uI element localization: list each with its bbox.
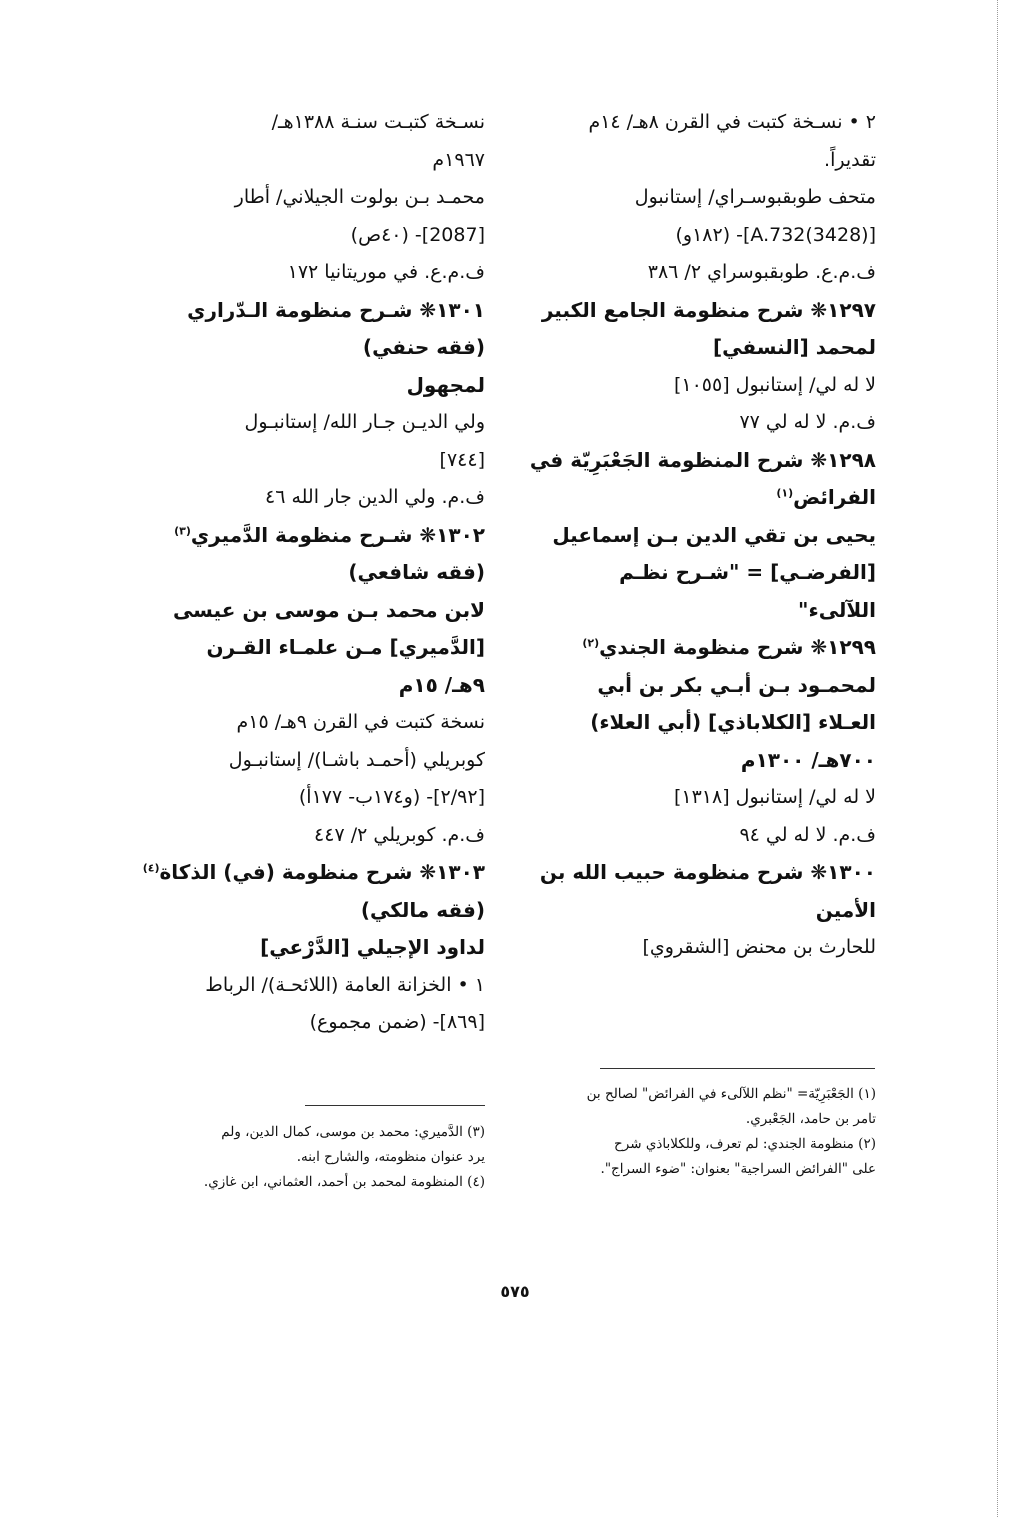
text-line: ف.م. ولي الدين جار الله ٤٦ <box>264 486 485 508</box>
footnote-line: (٢) منظومة الجندي: لم تعرف، وللكلاباذي شرح <box>614 1136 876 1152</box>
text-line: محمـد بـن بولوت الجيلاني/ أطار <box>234 186 485 208</box>
author-line: لداود الإجيلي [الدَّرْعي] <box>260 935 485 959</box>
text-line: ف.م. لا له لي ٩٤ <box>739 823 876 846</box>
left-column <box>137 104 485 1042</box>
heading-continuation: الأمين <box>815 897 876 922</box>
text-line: ف.م.ع. طوبقبوسراي ٢/ ٣٨٦ <box>647 261 876 283</box>
page-number: ٥٧٥ <box>500 1282 530 1301</box>
entry-heading-1303 <box>137 854 485 892</box>
text-line: كوبريلي (أحمـد باشـا)/ إستانبـول <box>228 748 485 771</box>
text-line: [2087]- (٤٠ص) <box>350 223 485 246</box>
heading-text: ١٣٠٣❋ شرح منظومة (في) الذكاة <box>159 860 485 884</box>
heading-text: ١٢٩٩❋ شرح منظومة الجندي <box>599 635 876 659</box>
text-line: [٢/٩٢]- (و١٧٤ب- ١٧٧أ) <box>298 786 485 808</box>
author-line: لمحمد [النسفي] <box>712 335 876 359</box>
text-line: نسخة كتبت في القرن ٩هـ/ ١٥م <box>236 711 485 733</box>
text-line: [٧٤٤] <box>439 448 485 471</box>
date-line: ٩هـ/ ١٥م <box>398 672 485 697</box>
footnote-line: على "الفرائض السراجية" بعنوان: "ضوء السراج". <box>600 1161 876 1177</box>
footnote-mark: (٤) <box>142 861 160 875</box>
text-line: ١٩٦٧م <box>432 148 485 171</box>
text-line: ف.م. كوبريلي ٢/ ٤٤٧ <box>314 823 485 846</box>
footnote-line: (١) الجَعْبَرِيّة= "نظم اللآلىء في الفرائض" لصالح بن <box>586 1086 876 1102</box>
left-footnotes <box>137 1120 485 1195</box>
subject-line: (فقه مالكي) <box>360 897 485 922</box>
footnote-rule <box>600 1068 875 1069</box>
right-footnotes <box>528 1082 876 1182</box>
text-line: ف.م.ع. في موريتانيا ١٧٢ <box>287 261 485 283</box>
heading-text: الفرائض <box>793 485 876 509</box>
author-line: [الفرضـي] = "شـرح نظـم <box>619 560 876 584</box>
footnote-line: (٣) الدَّميري: محمد بن موسى، كمال الدين، ولم <box>221 1124 485 1140</box>
date-line: ٧٠٠هـ/ ١٣٠٠م <box>740 747 876 772</box>
text-line: [A.732(3428)]- (١٨٢و) <box>675 223 876 246</box>
author-line: العـلاء [الكلاباذي] (أبي العلاء) <box>590 710 876 734</box>
entry-heading-1302 <box>137 517 485 555</box>
text-line: ولي الديـن جـار الله/ إستانبـول <box>244 411 485 433</box>
author-line: لابن محمد بـن موسى بن عيسى <box>172 597 485 622</box>
entry-heading-1298: ١٢٩٨❋ شرح المنظومة الجَعْبَرِيّة في <box>529 447 876 472</box>
page-edge-line <box>997 0 998 1517</box>
text-line: ٢ • نسـخة كتبت في القرن ٨هـ/ ١٤م <box>588 111 876 133</box>
text-line: متحف طوبقبوسـراي/ إستانبول <box>634 186 876 208</box>
footnote-rule <box>305 1105 485 1106</box>
heading-text: ١٣٠٢❋ شـرح منظومة الدَّميري <box>190 522 485 547</box>
author-line: لمحمـود بـن أبـي بكر بن أبي <box>597 672 876 697</box>
text-line: لا له لي/ إستانبول [١٠٥٥] <box>673 373 876 396</box>
text-line: [٨٦٩]- (ضمن مجموع) <box>309 1011 485 1033</box>
footnote-line: (٤) المنظومة لمحمد بن أحمد، العثماني، ابن غازي. <box>203 1174 485 1190</box>
right-column <box>528 104 876 967</box>
text-line: تقديراً. <box>824 148 876 171</box>
entry-heading-1300: ١٣٠٠❋ شرح منظومة حبيب الله بن <box>539 860 876 884</box>
entry-heading-1299 <box>528 629 876 667</box>
text-line: نسـخة كتبـت سنـة ١٣٨٨هـ/ <box>271 111 485 133</box>
author-line: لمجهول <box>406 372 485 397</box>
entry-heading-1301: ١٣٠١❋ شـرح منظومة الـدّراري <box>187 297 485 322</box>
footnote-mark: (٣) <box>174 523 191 537</box>
author-line: [الدَّميري] مـن علمـاء القـرن <box>206 635 485 659</box>
footnote-mark: (١) <box>776 486 794 500</box>
author-line: يحيى بن تقي الدين بـن إسماعيل <box>552 522 876 547</box>
text-line: ١ • الخزانة العامة (اللائحـة)/ الرباط <box>205 973 485 996</box>
text-line: ف.م. لا له لي ٧٧ <box>739 411 876 433</box>
subject-line: (فقه حنفي) <box>362 335 485 359</box>
entry-heading-1297: ١٢٩٧❋ شرح منظومة الجامع الكبير <box>541 297 876 322</box>
footnote-line: يرد عنوان منظومته، والشارح ابنه. <box>296 1149 485 1165</box>
subject-line: (فقه شافعي) <box>348 560 485 584</box>
footnote-line: تامر بن حامد، الجَعْبري. <box>745 1111 876 1127</box>
text-line: لا له لي/ إستانبول [١٣١٨] <box>673 786 876 808</box>
author-line: للحارث بن محنض [الشقروي] <box>642 936 876 958</box>
author-line: اللآلىء" <box>798 597 876 622</box>
footnote-mark: (٢) <box>582 636 600 650</box>
heading-continuation <box>528 479 876 517</box>
